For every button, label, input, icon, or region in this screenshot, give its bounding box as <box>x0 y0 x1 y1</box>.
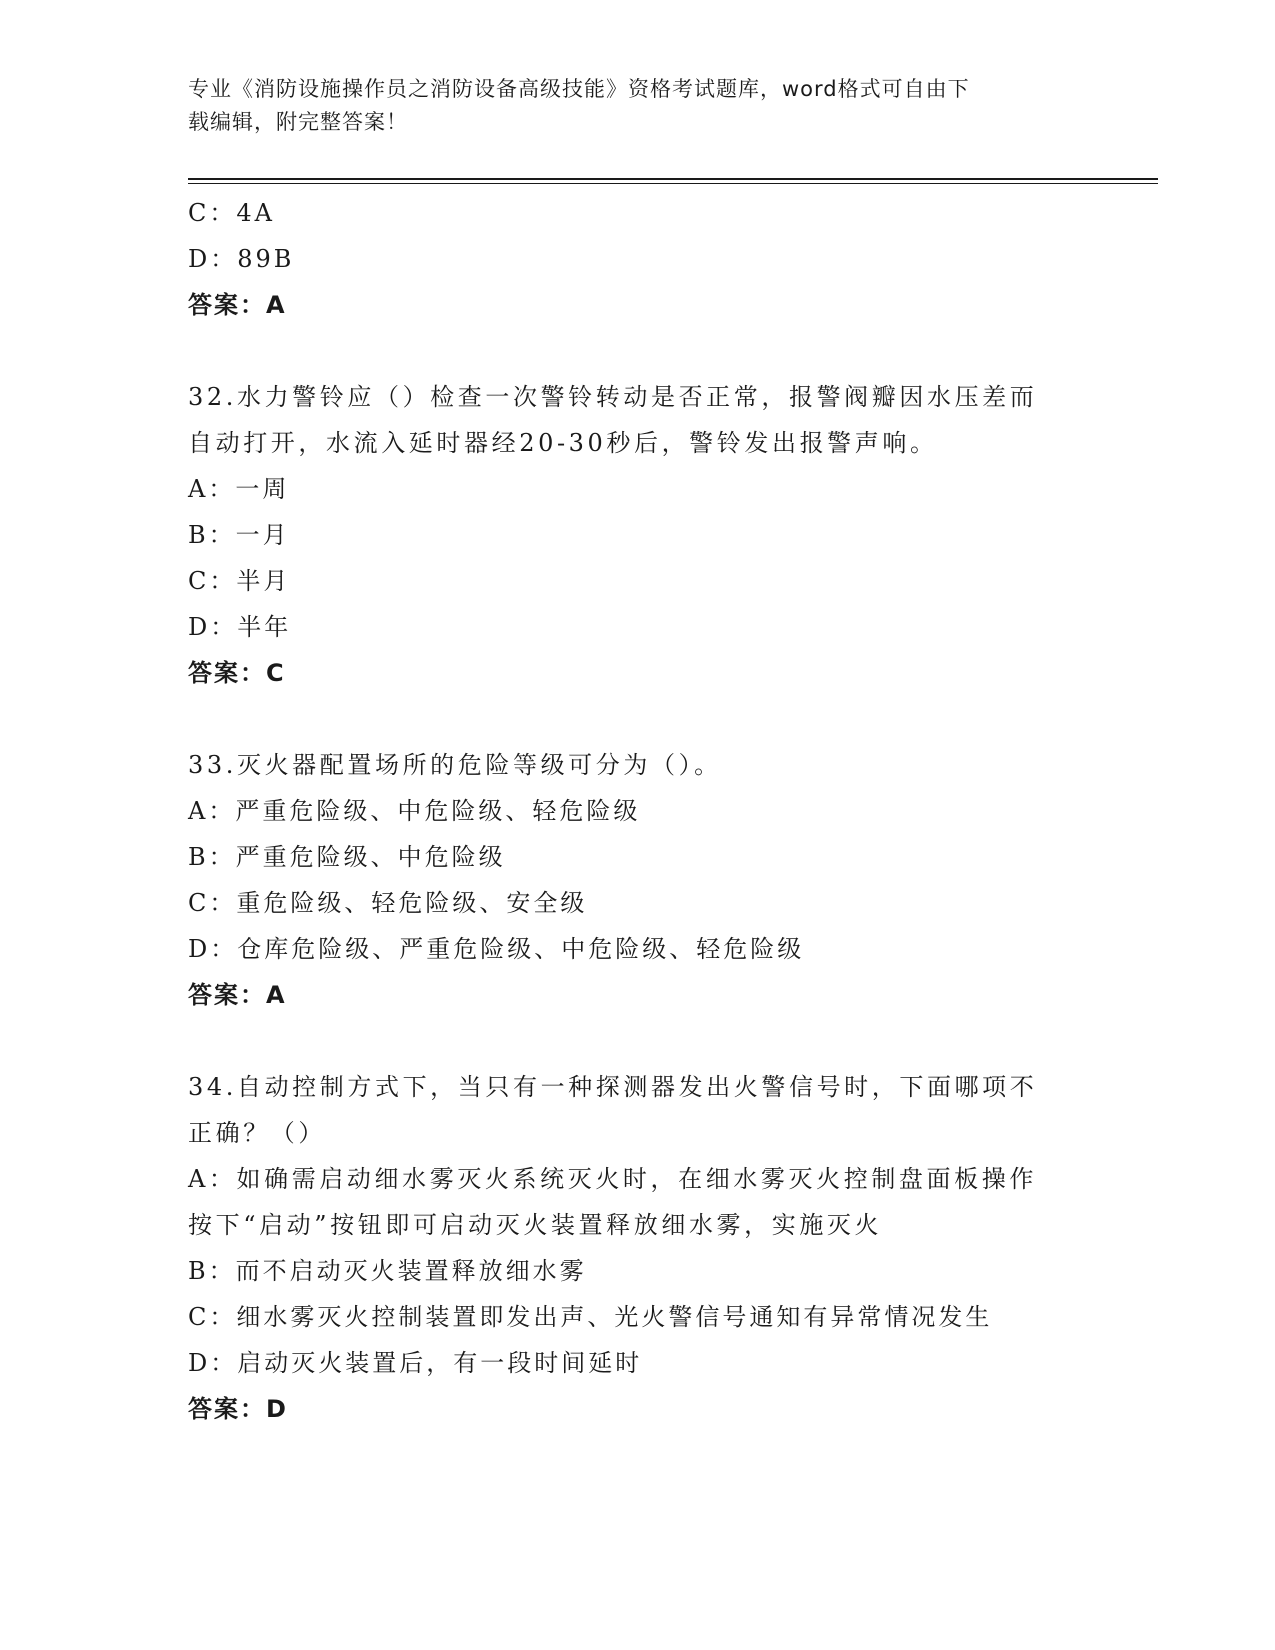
option-c: C：细水雾灭火控制装置即发出声、光火警信号通知有异常情况发生 <box>188 1303 993 1331</box>
answer-line: 答案：D <box>188 1395 288 1423</box>
option-d: D：启动灭火装置后，有一段时间延时 <box>188 1349 643 1377</box>
spacer <box>188 696 1088 742</box>
question-stem-line: 自动打开，水流入延时器经20-30秒后，警铃发出报警声响。 <box>188 429 938 457</box>
header-line-2: 载编辑，附完整答案！ <box>188 110 408 134</box>
option-b: B：严重危险级、中危险级 <box>188 843 506 871</box>
question-stem-line: 33.灭火器配置场所的危险等级可分为（）。 <box>188 751 722 779</box>
answer-line: 答案：A <box>188 981 287 1009</box>
answer-line: 答案：A <box>188 291 287 319</box>
option-a: A：如确需启动细水雾灭火系统灭火时，在细水雾灭火控制盘面板操作 <box>188 1165 1037 1193</box>
header-line-1: 专业《消防设施操作员之消防设备高级技能》资格考试题库，word格式可自由下 <box>188 77 970 101</box>
option-d: D：半年 <box>188 613 292 641</box>
question-list <box>188 190 1088 1432</box>
option-d: D：89B <box>188 245 295 273</box>
document-header <box>188 73 1068 139</box>
spacer <box>188 328 1088 374</box>
answer-line: 答案：C <box>188 659 286 687</box>
question-34 <box>188 1064 1088 1432</box>
option-b: B：一月 <box>188 521 290 549</box>
option-c: C：重危险级、轻危险级、安全级 <box>188 889 588 917</box>
option-a: A：一周 <box>188 475 290 503</box>
spacer <box>188 1018 1088 1064</box>
option-a-continued: 按下“启动”按钮即可启动灭火装置释放细水雾，实施灭火 <box>188 1211 883 1239</box>
question-stem-line: 32.水力警铃应（）检查一次警铃转动是否正常，报警阀瓣因水压差而 <box>188 383 1038 411</box>
option-b: B：而不启动灭火装置释放细水雾 <box>188 1257 587 1285</box>
option-d: D：仓库危险级、严重危险级、中危险级、轻危险级 <box>188 935 805 963</box>
option-a: A：严重危险级、中危险级、轻危险级 <box>188 797 641 825</box>
question-31-tail <box>188 190 1088 328</box>
header-divider-thin <box>188 183 1158 184</box>
option-c: C：4A <box>188 199 275 227</box>
question-33 <box>188 742 1088 1018</box>
header-divider-thick <box>188 178 1158 180</box>
question-stem-line: 34.自动控制方式下，当只有一种探测器发出火警信号时，下面哪项不 <box>188 1073 1038 1101</box>
option-c: C：半月 <box>188 567 291 595</box>
question-stem-line: 正确？（） <box>188 1119 326 1147</box>
question-32 <box>188 374 1088 696</box>
